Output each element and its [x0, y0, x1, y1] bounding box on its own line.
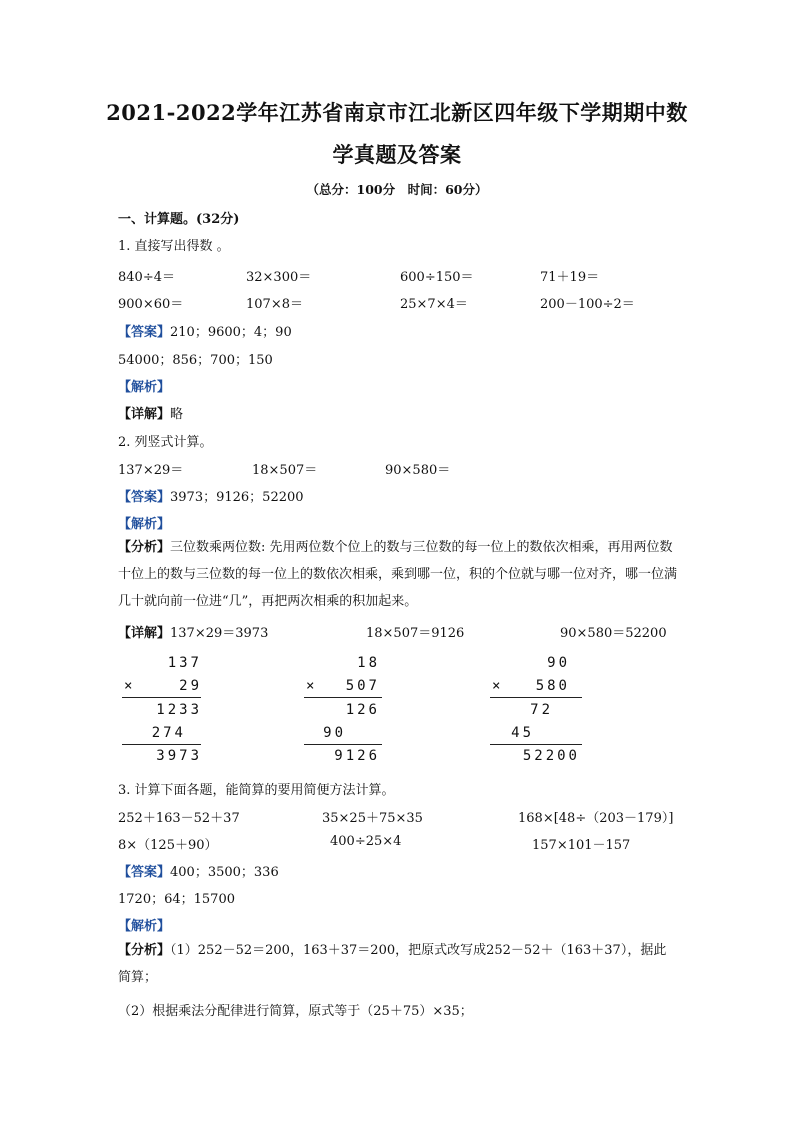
- q1-answer-text: 210；9600；4；90: [170, 325, 292, 340]
- doc-title-line1: 2021-2022学年江苏省南京市江北新区四年级下学期期中数: [106, 100, 688, 125]
- q1-answer-line2: 54000；856；700；150: [118, 353, 273, 368]
- times-sign: ×: [306, 678, 318, 694]
- fenxi-tag: 【分析】: [118, 943, 171, 958]
- vert-product: 3973: [156, 748, 202, 764]
- q2-detail-eq: 90×580＝52200: [560, 626, 667, 641]
- q2-detail-eq: 137×29＝3973: [170, 626, 269, 641]
- doc-subtitle: （总分：100分 时间：60分）: [306, 182, 488, 197]
- q3-answer-text: 400；3500；336: [170, 865, 279, 880]
- q1-detail-text: 略: [170, 407, 184, 422]
- q2-answer-text: 3973；9126；52200: [170, 490, 304, 505]
- detail-tag: 【详解】: [118, 626, 171, 641]
- doc-title-line2: 学真题及答案: [332, 142, 462, 167]
- answer-tag: 【答案】: [118, 865, 171, 880]
- q2-item: 18×507＝: [252, 463, 318, 478]
- q1-item: 840÷4＝: [118, 270, 175, 285]
- q2-fenxi-text: 三位数乘两位数: 先用两位数个位上的数与三位数的每一位上的数依次相乘，再用两位数十位上的数与三位数的每一位上的数依次相乘，乘到哪一位，积的个位就与哪一位对齐，哪一位满几十就向前一位进“几”，再把两次相乘的积加起来。: [118, 540, 678, 609]
- q3-fenxi-text: （1）252－52＝200，163＋37＝200，把原式改写成252－52＋（163＋37），据此简算；: [118, 943, 667, 985]
- vert-product: 52200: [522, 748, 580, 764]
- q3-analysis-tag: [118, 915, 170, 934]
- q1-answer-line: [118, 321, 292, 340]
- q1-item: 25×7×4＝: [400, 297, 468, 312]
- vert-multiplicand: 137: [167, 655, 202, 671]
- q3-item: 400÷25×4: [330, 834, 402, 849]
- analysis-tag: 【解析】: [118, 380, 171, 395]
- q3-answer-line: [118, 861, 279, 880]
- q1-item: 200－100÷2＝: [540, 297, 635, 312]
- q3-fenxi-paragraph: [118, 937, 678, 991]
- vert-partial-1: 72: [530, 702, 553, 718]
- section1-heading: 一、计算题。(32分): [118, 212, 240, 227]
- vert-multiplier: 29: [179, 678, 202, 694]
- q2-fenxi-paragraph: [118, 534, 678, 615]
- vert-multiplicand: 90: [547, 655, 570, 671]
- q3-item: 168×[48÷（203－179）]: [518, 811, 674, 826]
- vert-multiplier: 580: [535, 678, 570, 694]
- vert-multiplier: 507: [345, 678, 380, 694]
- times-sign: ×: [492, 678, 504, 694]
- q3-item: 8×（125＋90）: [118, 838, 218, 853]
- q1-item: 900×60＝: [118, 297, 184, 312]
- analysis-tag: 【解析】: [118, 919, 171, 934]
- q2-answer-line: [118, 486, 304, 505]
- vert-partial-2: 274: [151, 725, 186, 741]
- q2-item: 137×29＝: [118, 463, 184, 478]
- times-sign: ×: [124, 678, 136, 694]
- q1-prompt: 1. 直接写出得数 。: [118, 239, 230, 254]
- vert-rule: [122, 697, 201, 698]
- q1-item: 600÷150＝: [400, 270, 474, 285]
- vert-partial-2: 90: [323, 725, 346, 741]
- q1-item: 71＋19＝: [540, 270, 600, 285]
- vert-rule: [122, 744, 201, 745]
- vert-multiplicand: 18: [357, 655, 380, 671]
- q1-item: 107×8＝: [246, 297, 303, 312]
- vert-rule: [490, 744, 582, 745]
- vert-partial-2: 45: [511, 725, 534, 741]
- q3-answer-line2: 1720；64；15700: [118, 892, 235, 907]
- q3-prompt: 3. 计算下面各题，能简算的要用简便方法计算。: [118, 783, 395, 798]
- vert-product: 9126: [334, 748, 380, 764]
- q2-detail-eq: 18×507＝9126: [366, 626, 465, 641]
- answer-tag: 【答案】: [118, 490, 171, 505]
- q2-analysis-tag: [118, 513, 170, 532]
- q3-fenxi-text2: （2）根据乘法分配律进行简算，原式等于（25＋75）×35；: [118, 1004, 473, 1019]
- vert-partial-1: 126: [345, 702, 380, 718]
- q1-item: 32×300＝: [246, 270, 312, 285]
- q2-item: 90×580＝: [385, 463, 451, 478]
- vert-rule: [490, 697, 582, 698]
- fenxi-tag: 【分析】: [118, 540, 171, 555]
- analysis-tag: 【解析】: [118, 517, 171, 532]
- q3-item: 157×101－157: [532, 838, 631, 853]
- q1-detail-line: [118, 403, 183, 422]
- q3-item: 35×25＋75×35: [322, 811, 423, 826]
- q1-analysis-tag: [118, 376, 170, 395]
- vert-partial-1: 1233: [156, 702, 202, 718]
- answer-tag: 【答案】: [118, 325, 171, 340]
- vert-rule: [304, 697, 382, 698]
- q3-item: 252＋163－52＋37: [118, 811, 240, 826]
- detail-tag: 【详解】: [118, 407, 171, 422]
- vert-rule: [304, 744, 382, 745]
- q2-prompt: 2. 列竖式计算。: [118, 435, 213, 450]
- q2-detail-tag-line: [118, 622, 268, 641]
